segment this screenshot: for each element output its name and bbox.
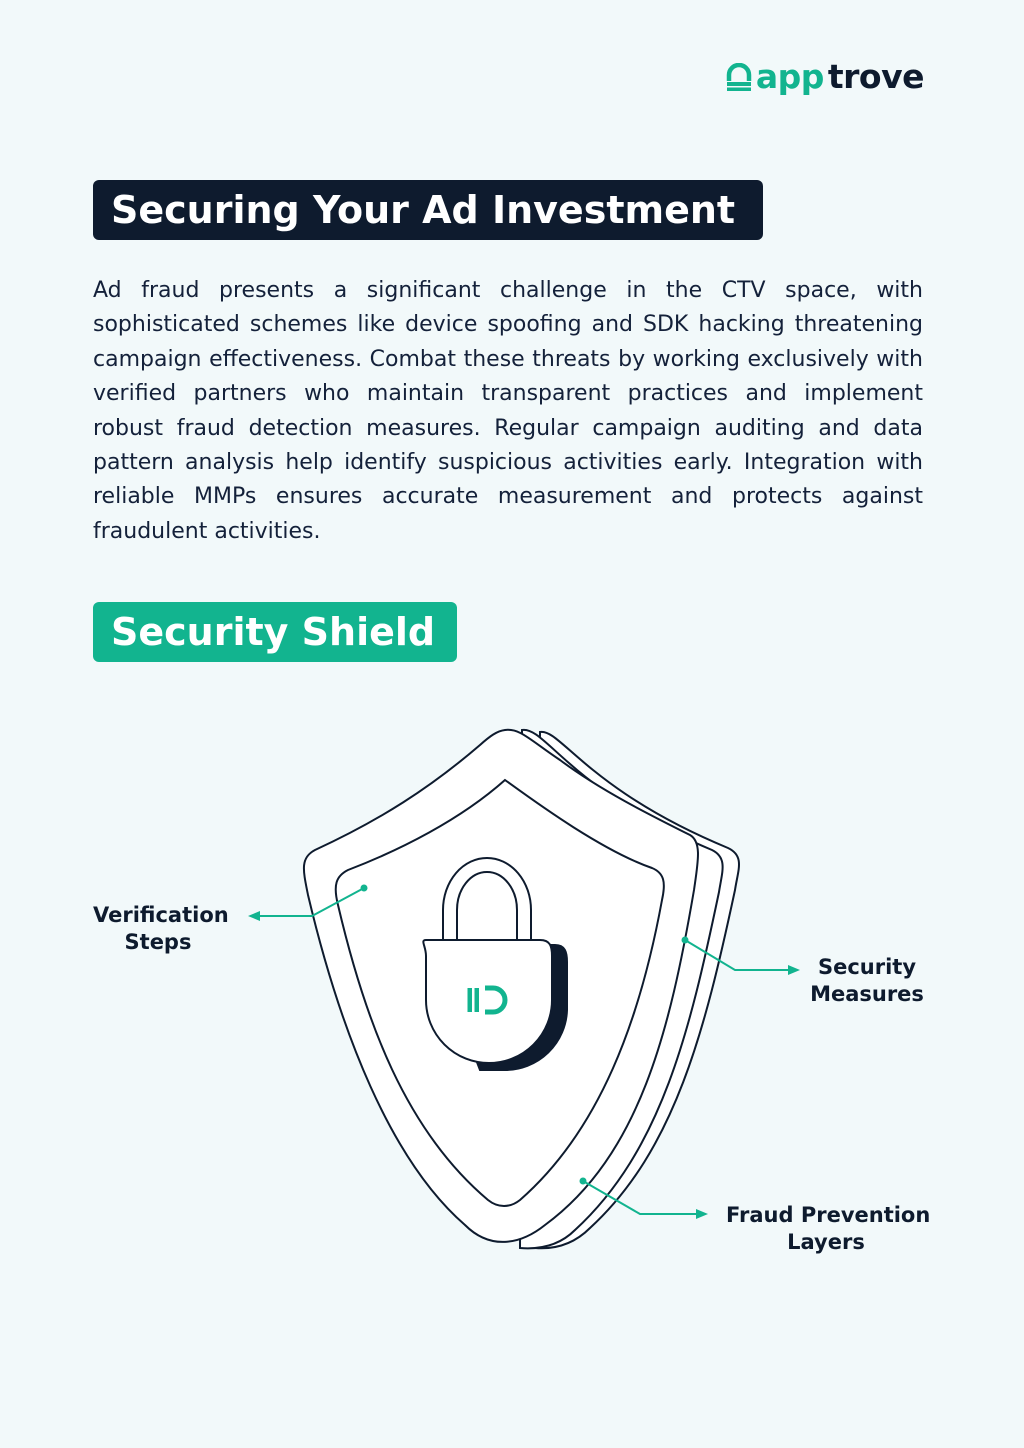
callout-arrow-fraud [696, 1209, 708, 1219]
callout-arrow-verification [248, 911, 260, 921]
callout-arrow-security [788, 965, 800, 975]
section-title-shield: Security Shield [93, 602, 457, 662]
callout-fraud-prevention-layers [726, 1202, 931, 1256]
brand-logo [726, 57, 924, 96]
callout-dot-verification [361, 885, 368, 892]
callout-verification-line1: Verification [93, 903, 229, 927]
callout-fraud-line2: Layers [787, 1230, 865, 1254]
callout-security-measures [806, 954, 928, 1008]
body-paragraph: Ad fraud presents a significant challenge in the CTV space, with sophisticated schemes like device spoofing and SDK hacking threatening campaign effectiveness. Combat these threats by working exclusively with verified partners who maintain transparent practices and implement robust fraud detection measures. Regular campaign auditing and data pattern analysis help identify suspicious activities early. Integration with reliable MMPs ensures accurate measurement and protects against fraudulent activities. [93, 278, 923, 544]
callout-dot-security [682, 937, 689, 944]
logo-text-trove: trove [827, 57, 924, 96]
logo-mark-icon [726, 63, 752, 91]
section-title-investment: Securing Your Ad Investment [93, 180, 763, 240]
callout-fraud-line1: Fraud Prevention [726, 1203, 931, 1227]
callout-verification-steps [93, 902, 229, 956]
callout-security-line2: Measures [810, 982, 924, 1006]
callout-dot-fraud [580, 1178, 587, 1185]
logo-text-app: app [755, 57, 824, 96]
callout-verification-line2: Steps [124, 930, 192, 954]
callout-security-line1: Security [817, 955, 917, 979]
